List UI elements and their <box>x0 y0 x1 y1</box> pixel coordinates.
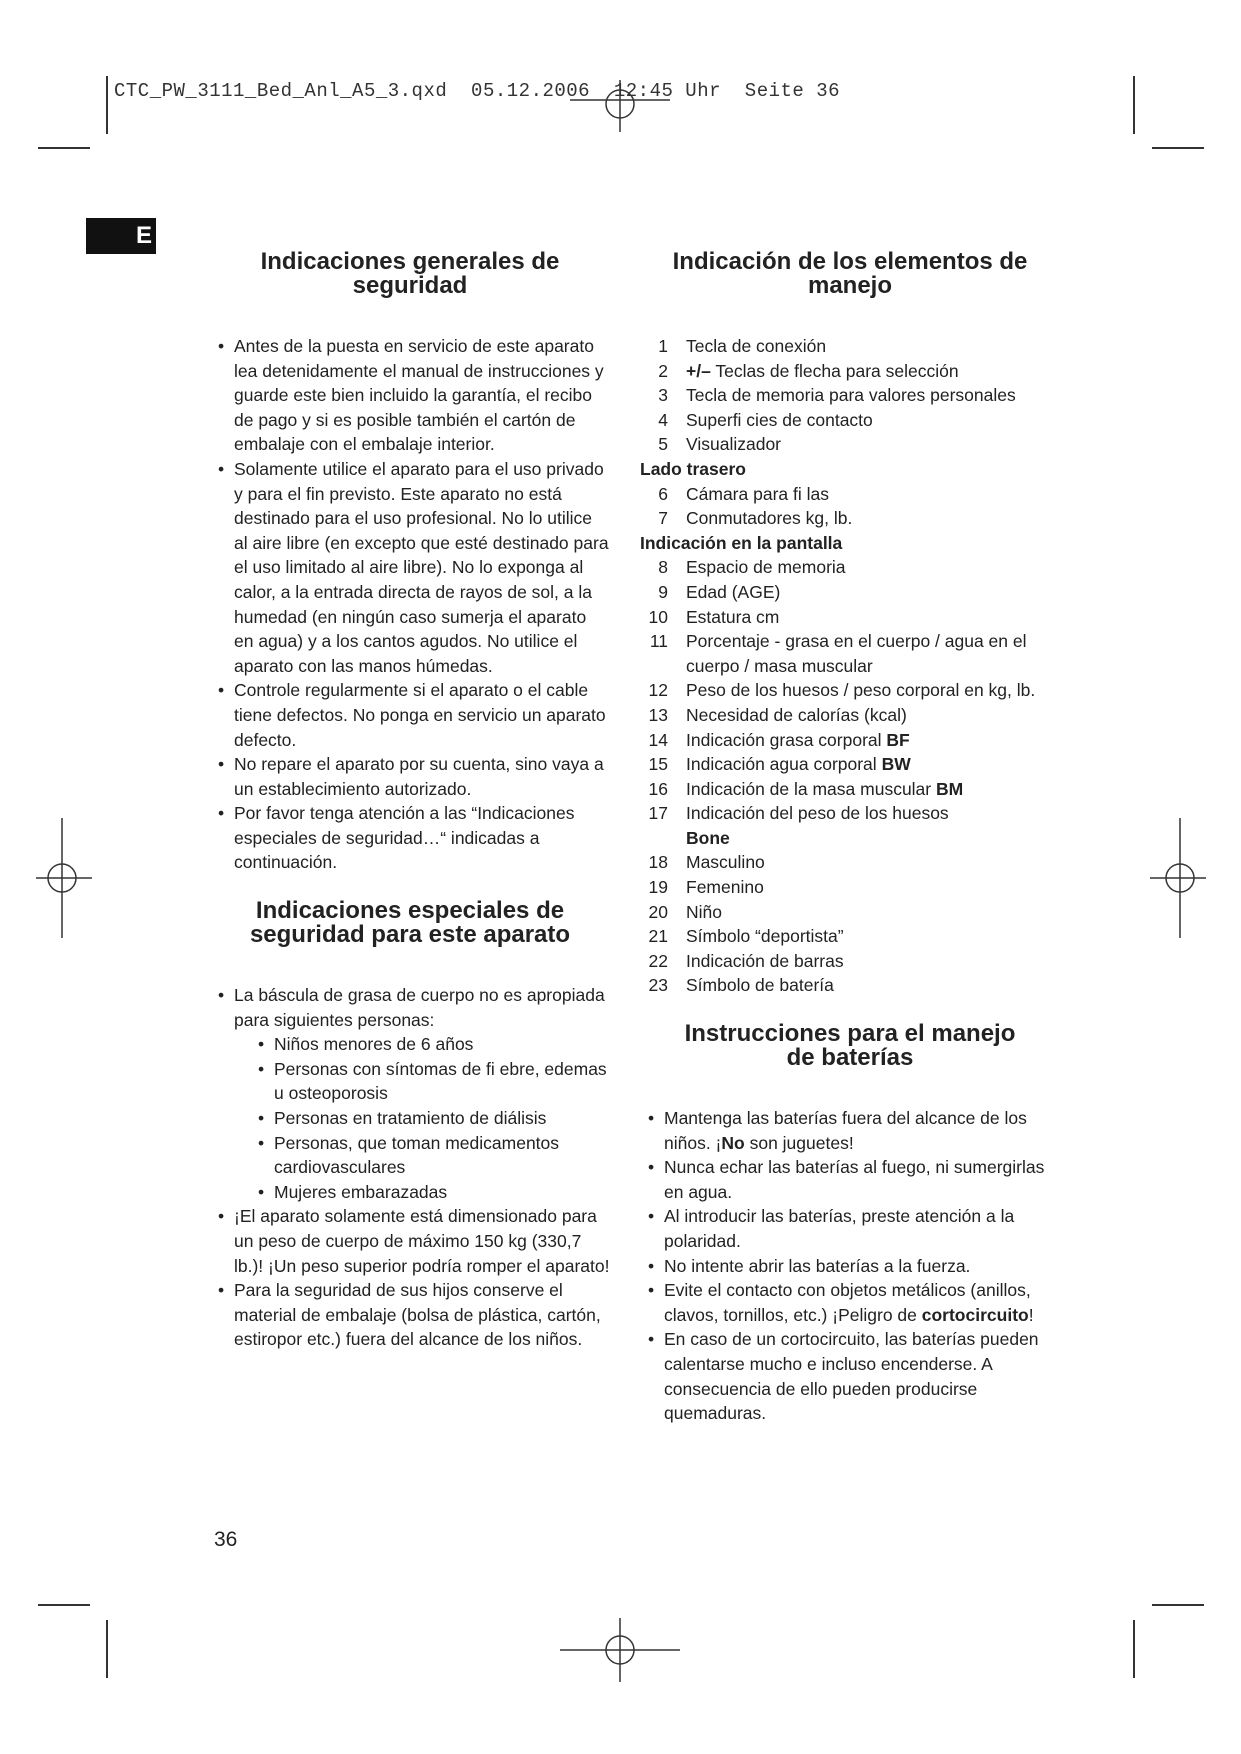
item-number: 14 <box>648 729 668 750</box>
list-item: • Solamente utilice el aparato para el uso privado y para el fin previsto. Este aparato no está destinado para el uso profesional. No lo utilice al aire libre (en excepto que esté destinado para el uso limitado al aire libre). No lo exponga al calor, a la entrada directa de rayos de sol, a la humedad (en ningún caso sumerja el aparato en agua) y a los cantos agudos. No utilice el aparato con las manos húmedas. <box>210 457 610 678</box>
item-abbrev: Bone <box>686 827 730 848</box>
item-text: Espacio de memoria <box>686 557 846 578</box>
title-line: de baterías <box>786 1044 914 1072</box>
section-title-controls <box>640 250 1060 298</box>
item-number: 5 <box>658 434 668 455</box>
item-text: Indicación de barras <box>686 950 844 971</box>
item-text: Símbolo de batería <box>686 975 834 996</box>
item-text: ! <box>1028 1304 1034 1325</box>
registration-mark-icon <box>560 1618 680 1682</box>
item-text: Conmutadores kg, lb. <box>686 508 853 529</box>
title-line: seguridad para este aparato <box>249 921 571 949</box>
item-number: 16 <box>648 778 668 799</box>
registration-mark-icon <box>1146 818 1206 938</box>
item-number: 21 <box>648 926 668 947</box>
list-item: • Antes de la puesta en servicio de este aparato lea detenidamente el manual de instrucciones y guarde este bien incluido la garantía, el recibo de pago y si es posible también el cartón de embalaje con el embalaje interior. <box>210 334 610 457</box>
item-text: Cámara para fi las <box>686 483 829 504</box>
title-line: Indicaciones generales de <box>260 248 560 275</box>
crop-mark <box>1133 76 1135 134</box>
control-item <box>640 629 1060 678</box>
list-item: • ¡El aparato solamente está dimensionado para un peso de cuerpo de máximo 150 kg (330,7 lb.)! ¡Un peso superior podría romper el aparato! <box>210 1204 610 1278</box>
list-item: • Nunca echar las baterías al fuego, ni sumergirlas en agua. <box>640 1155 1060 1204</box>
list-item <box>640 1106 1060 1155</box>
control-item <box>640 949 1060 974</box>
item-number: 18 <box>648 852 668 873</box>
control-item <box>640 728 1060 753</box>
general-safety-list <box>210 334 610 875</box>
list-item: • Al introducir las baterías, preste atención a la polaridad. <box>640 1204 1060 1253</box>
list-item: • Por favor tenga atención a las “Indicaciones especiales de seguridad…“ indicadas a continuación. <box>210 801 610 875</box>
sub-list-item: • Niños menores de 6 años <box>254 1032 610 1057</box>
item-text: Porcentaje - grasa en el cuerpo / agua en el cuerpo / masa muscular <box>686 631 1027 676</box>
item-number: 19 <box>648 877 668 898</box>
item-number: 4 <box>658 409 668 430</box>
item-number: 15 <box>648 754 668 775</box>
registration-mark-icon <box>36 818 96 938</box>
title-line: seguridad <box>352 272 468 299</box>
item-prefix: +/– <box>686 360 711 381</box>
item-text: Indicación del peso de los huesos <box>686 803 949 824</box>
list-item: • No intente abrir las baterías a la fuerza. <box>640 1254 1060 1279</box>
control-item <box>640 875 1060 900</box>
special-safety-list <box>210 983 610 1352</box>
item-text: Tecla de memoria para valores personales <box>686 385 1016 406</box>
crop-mark <box>106 1620 108 1678</box>
item-text: Mantenga las baterías fuera del alcance de los niños. ¡ <box>664 1108 1027 1153</box>
control-item <box>640 408 1060 433</box>
item-text: Masculino <box>686 852 765 873</box>
item-abbrev: BM <box>936 778 964 799</box>
control-item <box>640 482 1060 507</box>
list-item: • Controle regularmente si el aparato o el cable tiene defectos. No ponga en servicio un aparato defecto. <box>210 678 610 752</box>
item-text: Tecla de conexión <box>686 336 827 356</box>
item-text: Superfi cies de contacto <box>686 409 873 430</box>
title-line: manejo <box>807 272 893 299</box>
control-item <box>640 555 1060 580</box>
excluded-persons-list <box>234 1032 610 1204</box>
item-text: Evite el contacto con objetos metálicos (anillos, clavos, tornillos, etc.) ¡Peligro de <box>664 1280 1031 1325</box>
list-item <box>210 983 610 1204</box>
title-line: Indicación de los elementos de <box>672 248 1028 275</box>
title-line: Instrucciones para el manejo <box>684 1020 1016 1048</box>
crop-mark <box>106 76 108 134</box>
item-number: 10 <box>648 606 668 627</box>
item-number: 6 <box>658 483 668 504</box>
page-number: 36 <box>214 1528 238 1551</box>
item-text: Indicación agua corporal <box>686 754 877 775</box>
crop-mark <box>1133 1620 1135 1678</box>
item-number: 22 <box>648 950 668 971</box>
item-number: 8 <box>658 557 668 578</box>
subheading-back-side: Lado trasero <box>640 458 746 479</box>
battery-instructions-list <box>640 1106 1060 1426</box>
item-text: son juguetes! <box>744 1132 854 1153</box>
item-text: Femenino <box>686 877 764 898</box>
crop-mark <box>38 1604 90 1606</box>
control-item <box>640 506 1060 531</box>
controls-list <box>640 334 1060 998</box>
item-emphasis: No <box>721 1132 745 1153</box>
control-item <box>640 777 1060 802</box>
control-item <box>640 359 1060 384</box>
item-text: Indicación de la masa muscular <box>686 778 932 799</box>
control-item <box>640 973 1060 998</box>
control-item <box>640 334 1060 359</box>
item-text: Símbolo “deportista” <box>686 926 844 947</box>
control-item <box>640 678 1060 703</box>
item-emphasis: cortocircuito <box>921 1304 1029 1325</box>
sub-list-item: • Personas en tratamiento de diálisis <box>254 1106 610 1131</box>
item-text: Edad (AGE) <box>686 581 781 602</box>
subheading-display: Indicación en la pantalla <box>640 532 843 553</box>
item-text: Necesidad de calorías (kcal) <box>686 704 907 725</box>
control-item <box>640 850 1060 875</box>
item-number: 23 <box>648 975 668 996</box>
control-item <box>640 383 1060 408</box>
sub-list-item: • Personas con síntomas de fi ebre, edemas u osteoporosis <box>254 1057 610 1106</box>
item-abbrev: BF <box>886 729 910 750</box>
crop-mark <box>1152 1604 1204 1606</box>
section-title-batteries <box>640 1022 1060 1070</box>
sub-list-item: • Personas, que toman medicamentos cardiovasculares <box>254 1131 610 1180</box>
list-intro: La báscula de grasa de cuerpo no es apropiada para siguientes personas: <box>234 985 605 1030</box>
item-number: 11 <box>649 631 668 652</box>
item-abbrev: BW <box>881 754 911 775</box>
control-item <box>640 752 1060 777</box>
sub-list-item: • Mujeres embarazadas <box>254 1180 610 1205</box>
item-number: 13 <box>648 704 668 725</box>
section-title-general-safety <box>210 250 610 298</box>
item-text: Visualizador <box>686 434 782 455</box>
right-column <box>640 250 1060 1426</box>
item-text: Peso de los huesos / peso corporal en kg, lb. <box>686 680 1036 701</box>
item-text: Niño <box>686 901 722 922</box>
title-line: Indicaciones especiales de <box>255 897 565 925</box>
item-number: 2 <box>658 360 668 381</box>
item-number: 1 <box>658 336 668 356</box>
control-item <box>640 580 1060 605</box>
crop-mark <box>1152 147 1204 149</box>
control-item <box>640 900 1060 925</box>
control-item <box>640 801 1060 850</box>
control-item <box>640 605 1060 630</box>
item-number: 12 <box>648 680 668 701</box>
list-item <box>640 1278 1060 1327</box>
control-item <box>640 432 1060 457</box>
item-text: Indicación grasa corporal <box>686 729 882 750</box>
item-number: 17 <box>648 803 668 824</box>
control-item <box>640 924 1060 949</box>
list-item: • No repare el aparato por su cuenta, sino vaya a un establecimiento autorizado. <box>210 752 610 801</box>
item-number: 7 <box>658 508 668 529</box>
print-file-header: CTC_PW_3111_Bed_Anl_A5_3.qxd 05.12.2006 12:45 Uhr Seite 36 <box>114 80 841 102</box>
item-number: 3 <box>658 385 668 406</box>
list-item: • Para la seguridad de sus hijos conserve el material de embalaje (bolsa de plástica, cartón, estiropor etc.) fuera del alcance de los niños. <box>210 1278 610 1352</box>
item-text: Estatura cm <box>686 606 780 627</box>
left-column <box>210 250 610 1352</box>
item-number: 9 <box>658 581 668 602</box>
control-item <box>640 703 1060 728</box>
list-item: • En caso de un cortocircuito, las baterías pueden calentarse mucho e incluso encenderse. A consecuencia de ello pueden producirse quemaduras. <box>640 1327 1060 1425</box>
item-number: 20 <box>648 901 668 922</box>
language-tab: E <box>86 218 156 254</box>
item-text: Teclas de flecha para selección <box>715 360 959 381</box>
crop-mark <box>38 147 90 149</box>
section-title-special-safety <box>210 899 610 947</box>
